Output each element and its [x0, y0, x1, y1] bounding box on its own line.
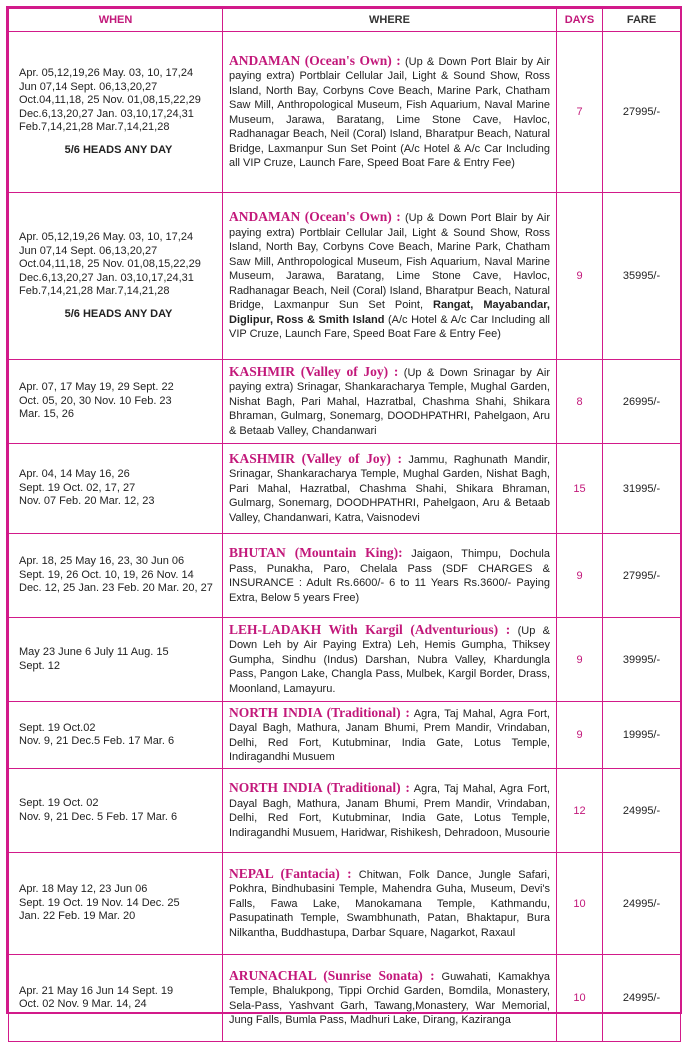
where-cell — [223, 193, 557, 360]
tour-title: NORTH INDIA (Traditional) : — [229, 780, 410, 795]
table-row — [9, 360, 681, 444]
table-row — [9, 853, 681, 955]
date-line: Apr. 05,12,19,26 May. 03, 10, 17,24 — [19, 231, 194, 243]
date-line: Jun 07,14 Sept. 06,13,20,27 — [19, 244, 158, 257]
date-line: Apr. 18 May 12, 23 Jun 06 — [19, 883, 148, 896]
group-note: 5/6 HEADS ANY DAY — [64, 143, 173, 156]
where-cell — [223, 444, 557, 534]
date-line: Sept. 19 Oct. 02 — [19, 797, 99, 809]
fare-cell: 24995/- — [603, 769, 681, 853]
header-row — [9, 9, 681, 32]
date-line: Apr. 18, 25 May 16, 23, 30 Jun 06 — [19, 555, 185, 568]
date-line: Nov. 9, 21 Dec.5 Feb. 17 Mar. 6 — [19, 735, 175, 747]
tour-description-extra: (A/c Hotel & A/c Car Including all VIP Cruze, Launch Fare, Speed Boat Fare & Entry Fee) — [229, 313, 550, 341]
header-days: DAYS — [557, 9, 603, 32]
fare-cell: 27995/- — [603, 534, 681, 618]
when-cell — [9, 32, 223, 193]
days-cell: 10 — [557, 853, 603, 955]
where-cell — [223, 702, 557, 769]
tour-title: LEH-LADAKH With Kargil (Adventurious) : — [229, 621, 511, 637]
fare-cell: 35995/- — [603, 193, 681, 360]
days-cell: 9 — [557, 534, 603, 618]
tour-title: KASHMIR (Valley of Joy) : — [229, 450, 403, 466]
where-cell — [223, 32, 557, 193]
fare-cell: 19995/- — [603, 702, 681, 769]
table-row — [9, 193, 681, 360]
days-cell: 10 — [557, 955, 603, 1042]
where-cell — [223, 769, 557, 853]
when-cell — [9, 360, 223, 444]
date-line: Oct.04,11,18, 25 Nov. 01,08,15,22,29 — [19, 258, 201, 270]
date-line: Oct.04,11,18, 25 Nov. 01,08,15,22,29 — [19, 94, 201, 106]
when-cell — [9, 769, 223, 853]
tour-description: Jaigaon, Thimpu, Dochula Pass, Punakha, Paro, Chelala Pass (SDF CHARGES & INSURANCE : Adult Rs.6600/- 6 to 11 Years Rs.3600/- Paying Extra, Below 5 years Free) — [229, 548, 550, 604]
where-cell — [223, 853, 557, 955]
tour-description: Chitwan, Folk Dance, Jungle Safari, Pokhra, Bindhubasini Temple, Mahendra Guha, Museum, Devi's Falls, Fawa Lake, Manokamana Temple, Kathmandu, Pasupatinath Temple, Swambhunath, Patan, Bhaktapur, Bura Nilkantha, Buddhastupa, Darbar Square, Nagarkot, Raxaul — [229, 868, 550, 939]
where-cell — [223, 955, 557, 1042]
tour-title: KASHMIR (Valley of Joy) : — [229, 363, 399, 379]
tour-highlight: Rangat, Mayabandar, Diglipur, Ross & Smith Island — [229, 299, 550, 326]
header-fare: FARE — [603, 9, 681, 32]
table-row — [9, 955, 681, 1042]
tour-title: ARUNACHAL (Sunrise Sonata) : — [229, 967, 435, 983]
days-cell: 7 — [557, 32, 603, 193]
header-when: WHEN — [9, 9, 223, 32]
date-line: Dec. 12, 25 Jan. 23 Feb. 20 Mar. 20, 27 — [19, 582, 213, 595]
date-line: Feb.7,14,21,28 Mar.7,14,21,28 — [19, 121, 170, 133]
tour-title: NEPAL (Fantacia) : — [229, 865, 352, 881]
group-note: 5/6 HEADS ANY DAY — [64, 307, 173, 320]
date-line: Sept. 19 Oct.02 — [19, 721, 96, 734]
where-cell — [223, 534, 557, 618]
tour-description: (Up & Down Port Blair by Air paying extra) Portblair Cellular Jail, Light & Sound Show, Ross Island, North Bay, Corbyns Cove Beach, Marine Park, Chatham Saw Mill, Anthropological Museum, Fish Aquarium, Naval Marine Museum, Jarawa, Baratang, Lime Stone Cave, Havloc, Radhanagar Beach, Neil (Coral) Island, Bharatpur Beach, Natural Bridge, Laxmanpur Sun Set Point (A/c Hotel & A/c Car Including all VIP Cruze, Launch Fare, Speed Boat Fare & Entry Fee) — [229, 55, 550, 169]
tour-description: (Up & Down Srinagar by Air paying extra) Srinagar, Shankaracharya Temple, Mughal Garden, Nishat Bagh, Pari Mahal, Hazratbal, Chashma Shahi, Shikara Bhraman, Gulmarg, Sonemarg, DOODHPATHRI, Pahelgaon, Aru & Betaab Valley, Chandanwari — [229, 366, 550, 437]
tour-description: (Up & Down Leh by Air Paying Extra) Leh, Hemis Gumpha, Thiksey Gumpha, Sindhu (Indus) Darshan, Nubra Valley, Khardungla Pass, Pangon Lake, Changla Pass, Mulbek, Kargil Border, Drass, Moonland, Lamayuru. — [229, 624, 550, 695]
fare-cell: 24995/- — [603, 853, 681, 955]
tour-description: Agra, Taj Mahal, Agra Fort, Dayal Bagh, Mathura, Janam Bhumi, Prem Mandir, Vrindaban, Delhi, Red Fort, Kutubminar, India Gate, Lotus Temple, Indiragandhi Musuem, Haridwar, Rishikesh, Dehradoon, Musourie — [229, 783, 550, 839]
date-line: Mar. 15, 26 — [19, 408, 75, 421]
tour-table-frame — [6, 6, 682, 1026]
date-line: Sept. 19, 26 Oct. 10, 19, 26 Nov. 14 — [19, 568, 194, 581]
fare-cell: 26995/- — [603, 360, 681, 444]
days-cell: 9 — [557, 193, 603, 360]
date-line: Dec.6,13,20,27 Jan. 03,10,17,24,31 — [19, 107, 194, 120]
date-line: May 23 June 6 July 11 Aug. 15 — [19, 646, 169, 658]
date-line: Jan. 22 Feb. 19 Mar. 20 — [19, 910, 136, 923]
date-line: Oct. 05, 20, 30 Nov. 10 Feb. 23 — [19, 394, 172, 407]
tour-description: Guwahati, Kamakhya Temple, Bhalukpong, Tippi Orchid Garden, Bomdila, Monastery, Sela-Pass, Yashvant Garh, Tawang,Monastery, War Memorial, Jung Falls, Bumla Pass, Madhuri Lake, Dirang, Kaziranga — [229, 970, 550, 1026]
days-cell: 9 — [557, 702, 603, 769]
where-cell — [223, 360, 557, 444]
table-row — [9, 444, 681, 534]
table-row — [9, 618, 681, 702]
date-line: Apr. 05,12,19,26 May. 03, 10, 17,24 — [19, 67, 194, 79]
when-cell — [9, 702, 223, 769]
tour-description: Jammu, Raghunath Mandir, Srinagar, Shankaracharya Temple, Mughal Garden, Nishat Bagh, Pari Mahal, Hazratbal, Chashma Shahi, Shikara Bhraman, Gulmarg, Sonemarg, DOODHPATHRI, Pahelgaon, Aru & Betaab Valley, Chandanwari, Katra, Vaisnodevi — [229, 453, 550, 524]
table-row — [9, 769, 681, 853]
when-cell — [9, 444, 223, 534]
date-line: Apr. 04, 14 May 16, 26 — [19, 468, 130, 481]
date-line: Feb.7,14,21,28 Mar.7,14,21,28 — [19, 285, 170, 297]
date-line: Nov. 9, 21 Dec. 5 Feb. 17 Mar. 6 — [19, 810, 178, 823]
when-cell — [9, 193, 223, 360]
tour-title: BHUTAN (Mountain King): — [229, 545, 403, 560]
table-row — [9, 702, 681, 769]
fare-cell: 31995/- — [603, 444, 681, 534]
days-cell: 15 — [557, 444, 603, 534]
table-row — [9, 534, 681, 618]
date-line: Oct. 02 Nov. 9 Mar. 14, 24 — [19, 998, 147, 1010]
days-cell: 12 — [557, 769, 603, 853]
header-where: WHERE — [223, 9, 557, 32]
date-line: Sept. 19 Oct. 02, 17, 27 — [19, 481, 136, 494]
where-cell — [223, 618, 557, 702]
fare-cell: 24995/- — [603, 955, 681, 1042]
date-line: Apr. 21 May 16 Jun 14 Sept. 19 — [19, 984, 174, 997]
days-cell: 8 — [557, 360, 603, 444]
days-cell: 9 — [557, 618, 603, 702]
fare-cell: 27995/- — [603, 32, 681, 193]
when-cell — [9, 853, 223, 955]
tour-schedule-table — [8, 8, 681, 1042]
when-cell — [9, 618, 223, 702]
tour-description: (Up & Down Port Blair by Air paying extra) Portblair Cellular Jail, Light & Sound Show, Ross Island, North Bay, Corbyns Cove Beach, Marine Park, Chatham Saw Mill, Anthropological Museum, Fish Aquarium, Naval Marine Museum, Jarawa, Baratang, Lime Stone Cave, Havloc, Radhanagar Beach, Neil (Coral) Island, Bharatpur Beach, Natural Bridge, Laxmanpur Sun Set Point, — [229, 212, 550, 312]
tour-title: ANDAMAN (Ocean's Own) : — [229, 52, 401, 68]
when-cell — [9, 955, 223, 1042]
tour-title: NORTH INDIA (Traditional) : — [229, 704, 410, 720]
date-line: Sept. 19 Oct. 19 Nov. 14 Dec. 25 — [19, 896, 180, 909]
tour-title: ANDAMAN (Ocean's Own) : — [229, 209, 401, 225]
table-row — [9, 32, 681, 193]
date-line: Sept. 12 — [19, 659, 60, 672]
tour-description: Agra, Taj Mahal, Agra Fort, Dayal Bagh, Mathura, Janam Bhumi, Prem Mandir, Vrindaban, Delhi, Red Fort, Kutubminar, India Gate, Lotus Temple, Indiragandhi Musuem — [229, 707, 550, 763]
date-line: Dec.6,13,20,27 Jan. 03,10,17,24,31 — [19, 271, 194, 284]
date-line: Apr. 07, 17 May 19, 29 Sept. 22 — [19, 381, 174, 394]
date-line: Nov. 07 Feb. 20 Mar. 12, 23 — [19, 495, 155, 508]
fare-cell: 39995/- — [603, 618, 681, 702]
when-cell — [9, 534, 223, 618]
date-line: Jun 07,14 Sept. 06,13,20,27 — [19, 80, 158, 93]
